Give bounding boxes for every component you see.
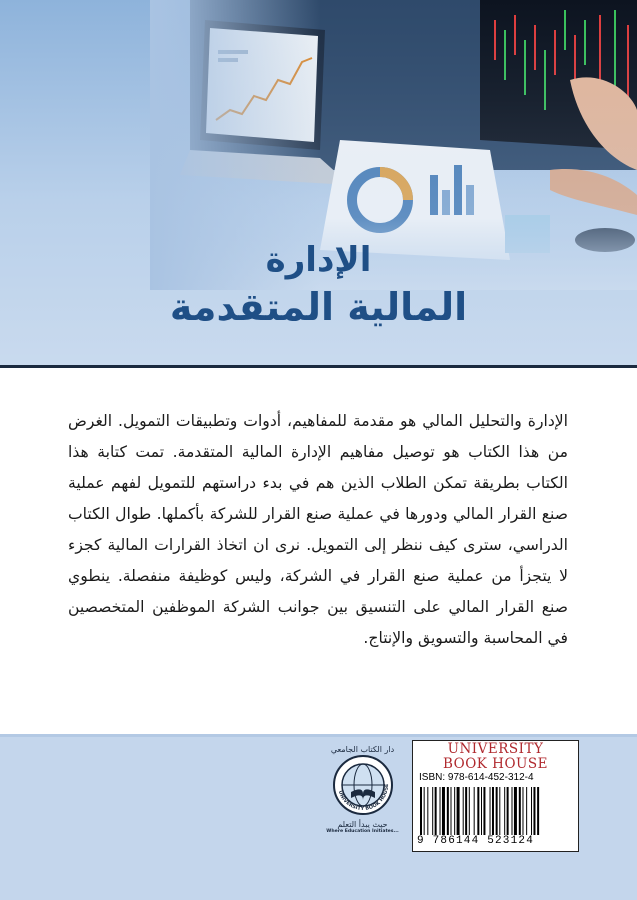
barcode-bar: [432, 787, 433, 835]
publisher-name-line-2: BOOK HOUSE: [442, 756, 548, 772]
title-line-2: المالية المتقدمة: [169, 285, 468, 329]
barcode-bar: [499, 787, 500, 835]
barcode-bar: [512, 787, 513, 835]
barcode-bar: [492, 787, 494, 835]
barcode-bar: [474, 787, 475, 835]
publisher-logo: [325, 745, 400, 860]
barcode-bar: [526, 787, 527, 835]
barcode-digits: 9 786144 523124: [417, 835, 535, 847]
barcode-bar: [427, 787, 428, 835]
barcode-bar: [451, 787, 452, 835]
barcode-bar: [457, 787, 460, 835]
logo-slogan-english: Where Education Initiates...: [326, 829, 399, 834]
barcode-bar: [522, 787, 523, 835]
divider-line: [0, 365, 637, 368]
barcode-bar: [442, 787, 445, 835]
barcode-bar: [424, 787, 425, 835]
logo-ring-text: UNIVERSITY BOOK HOUSE: [336, 783, 390, 813]
barcode-bar: [507, 787, 509, 835]
isbn-text: ISBN: 978-614-452-312-4: [419, 772, 534, 783]
barcode-label: [412, 740, 579, 852]
bottom-band: [0, 734, 637, 737]
barcode-bar: [537, 787, 539, 835]
book-title: [0, 238, 637, 332]
barcode-bar: [514, 787, 517, 835]
barcode-bar: [504, 787, 505, 835]
title-line-1: الإدارة: [265, 240, 372, 280]
cover-top-panel: [0, 0, 637, 365]
barcode-bar: [465, 787, 467, 835]
barcode-bar: [463, 787, 464, 835]
barcode-bars: [418, 787, 573, 835]
barcode-bar: [481, 787, 482, 835]
barcode-bar: [533, 787, 535, 835]
publisher-name-line-1: UNIVERSITY: [447, 741, 544, 757]
globe-book-icon: [332, 754, 394, 816]
barcode-bar: [483, 787, 485, 835]
logo-arabic-name: دار الكتاب الجامعي: [330, 745, 395, 754]
book-description: الإدارة والتحليل المالي هو مقدمة للمفاهيم، أدوات وتطبيقات التمويل. الغرض من هذا الكتاب هو توصيل مفاهيم الإدارة المالية المتقدمة. تمت كتابة هذا الكتاب بطريقة تمكن الطلاب الذين هم في بدء دراستهم للتمويل لفهم عملية صنع القرار المالي ودورها في عملية صنع القرار للشركة بأكملها. طوال الكتاب الدراسي، سترى كيف ننظر إلى التمويل. نرى ان اتخاذ القرارات المالية كجزء لا يتجزأ من عملية صنع القرار في الشركة، وليس كوظيفة منفصلة. ينطوي صنع القرار المالي على التنسيق بين جوانب الشركة الموظفين المتخصصين في المحاسبة والتسويق والإنتاج.: [68, 412, 568, 647]
barcode-bar: [420, 787, 422, 835]
barcode-bar: [519, 787, 521, 835]
barcode-bar: [496, 787, 498, 835]
barcode-bar: [469, 787, 470, 835]
barcode-bar: [435, 787, 437, 835]
barcode-bar: [531, 787, 532, 835]
logo-slogan-arabic: حيث يبدأ التعلم: [337, 820, 388, 829]
barcode-bar: [454, 787, 455, 835]
barcode-bar: [490, 787, 491, 835]
barcode-bar: [440, 787, 441, 835]
barcode-bar: [477, 787, 479, 835]
barcode-bar: [447, 787, 449, 835]
